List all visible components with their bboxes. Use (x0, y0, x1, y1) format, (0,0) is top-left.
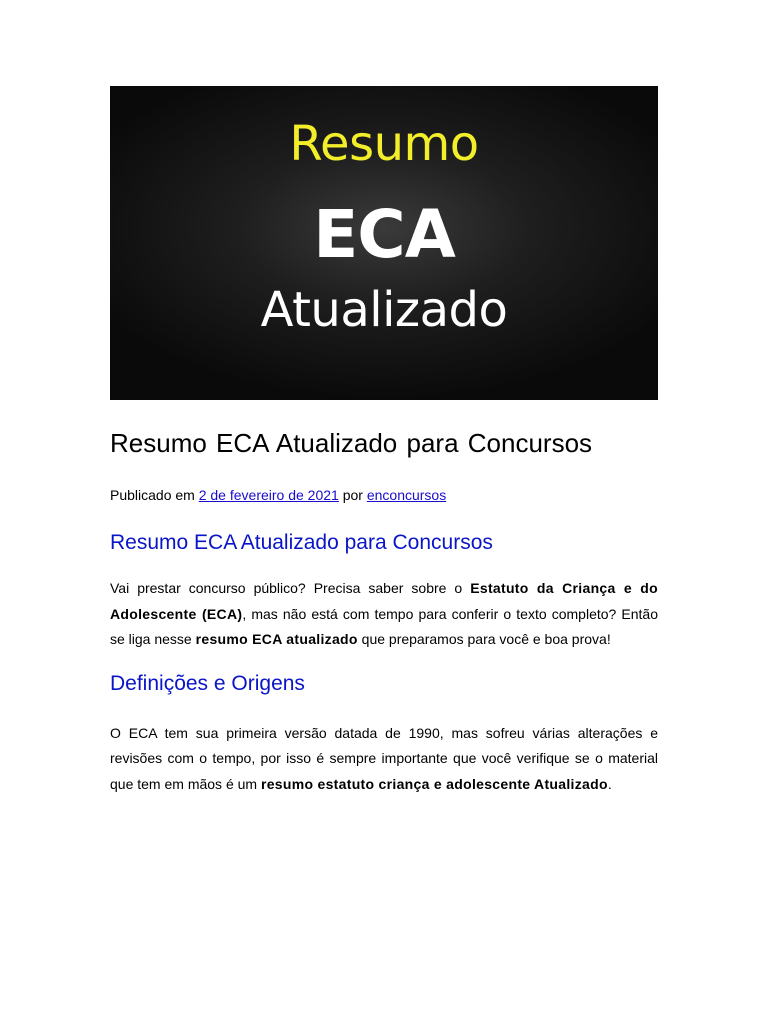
meta-by: por (342, 487, 363, 503)
section-heading-resumo: Resumo ECA Atualizado para Concursos (110, 531, 493, 554)
intro-text-1: Vai prestar concurso público? Precisa saber sobre o (110, 580, 471, 596)
def-bold-resumo: resumo estatuto criança e adolescente Atualizado (260, 775, 608, 792)
intro-text-3: que preparamos para você e boa prova! (357, 631, 611, 647)
author-link[interactable]: enconcursos (366, 487, 447, 503)
def-text-2: . (607, 775, 612, 792)
post-meta (110, 486, 658, 504)
post-date-link[interactable]: 2 de fevereiro de 2021 (198, 487, 339, 503)
intro-bold-estatuto: Estatuto da Criança e do Adolescente (ECA) (110, 580, 658, 622)
intro-text-2: , mas não está com tempo para conferir o texto completo? Então se liga nesse (110, 605, 659, 647)
intro-paragraph (110, 576, 658, 653)
hero-line-atualizado: Atualizado (260, 282, 508, 338)
hero-image (110, 86, 658, 400)
hero-line-resumo: Resumo (289, 116, 479, 172)
intro-bold-resumo: resumo ECA atualizado (195, 631, 358, 647)
def-text-1: O ECA tem sua primeira versão datada de 1990, mas sofreu várias alterações e revisões com o tempo, por isso é sempre importante que você verifique se o material que tem em mãos é um (110, 724, 658, 792)
section-heading-definicoes: Definições e Origens (110, 671, 305, 695)
definitions-paragraph (110, 721, 658, 798)
hero-line-eca: ECA (313, 196, 455, 273)
article-page (110, 86, 658, 797)
article-title: Resumo ECA Atualizado para Concursos (110, 428, 593, 458)
meta-prefix: Publicado em (110, 487, 195, 503)
